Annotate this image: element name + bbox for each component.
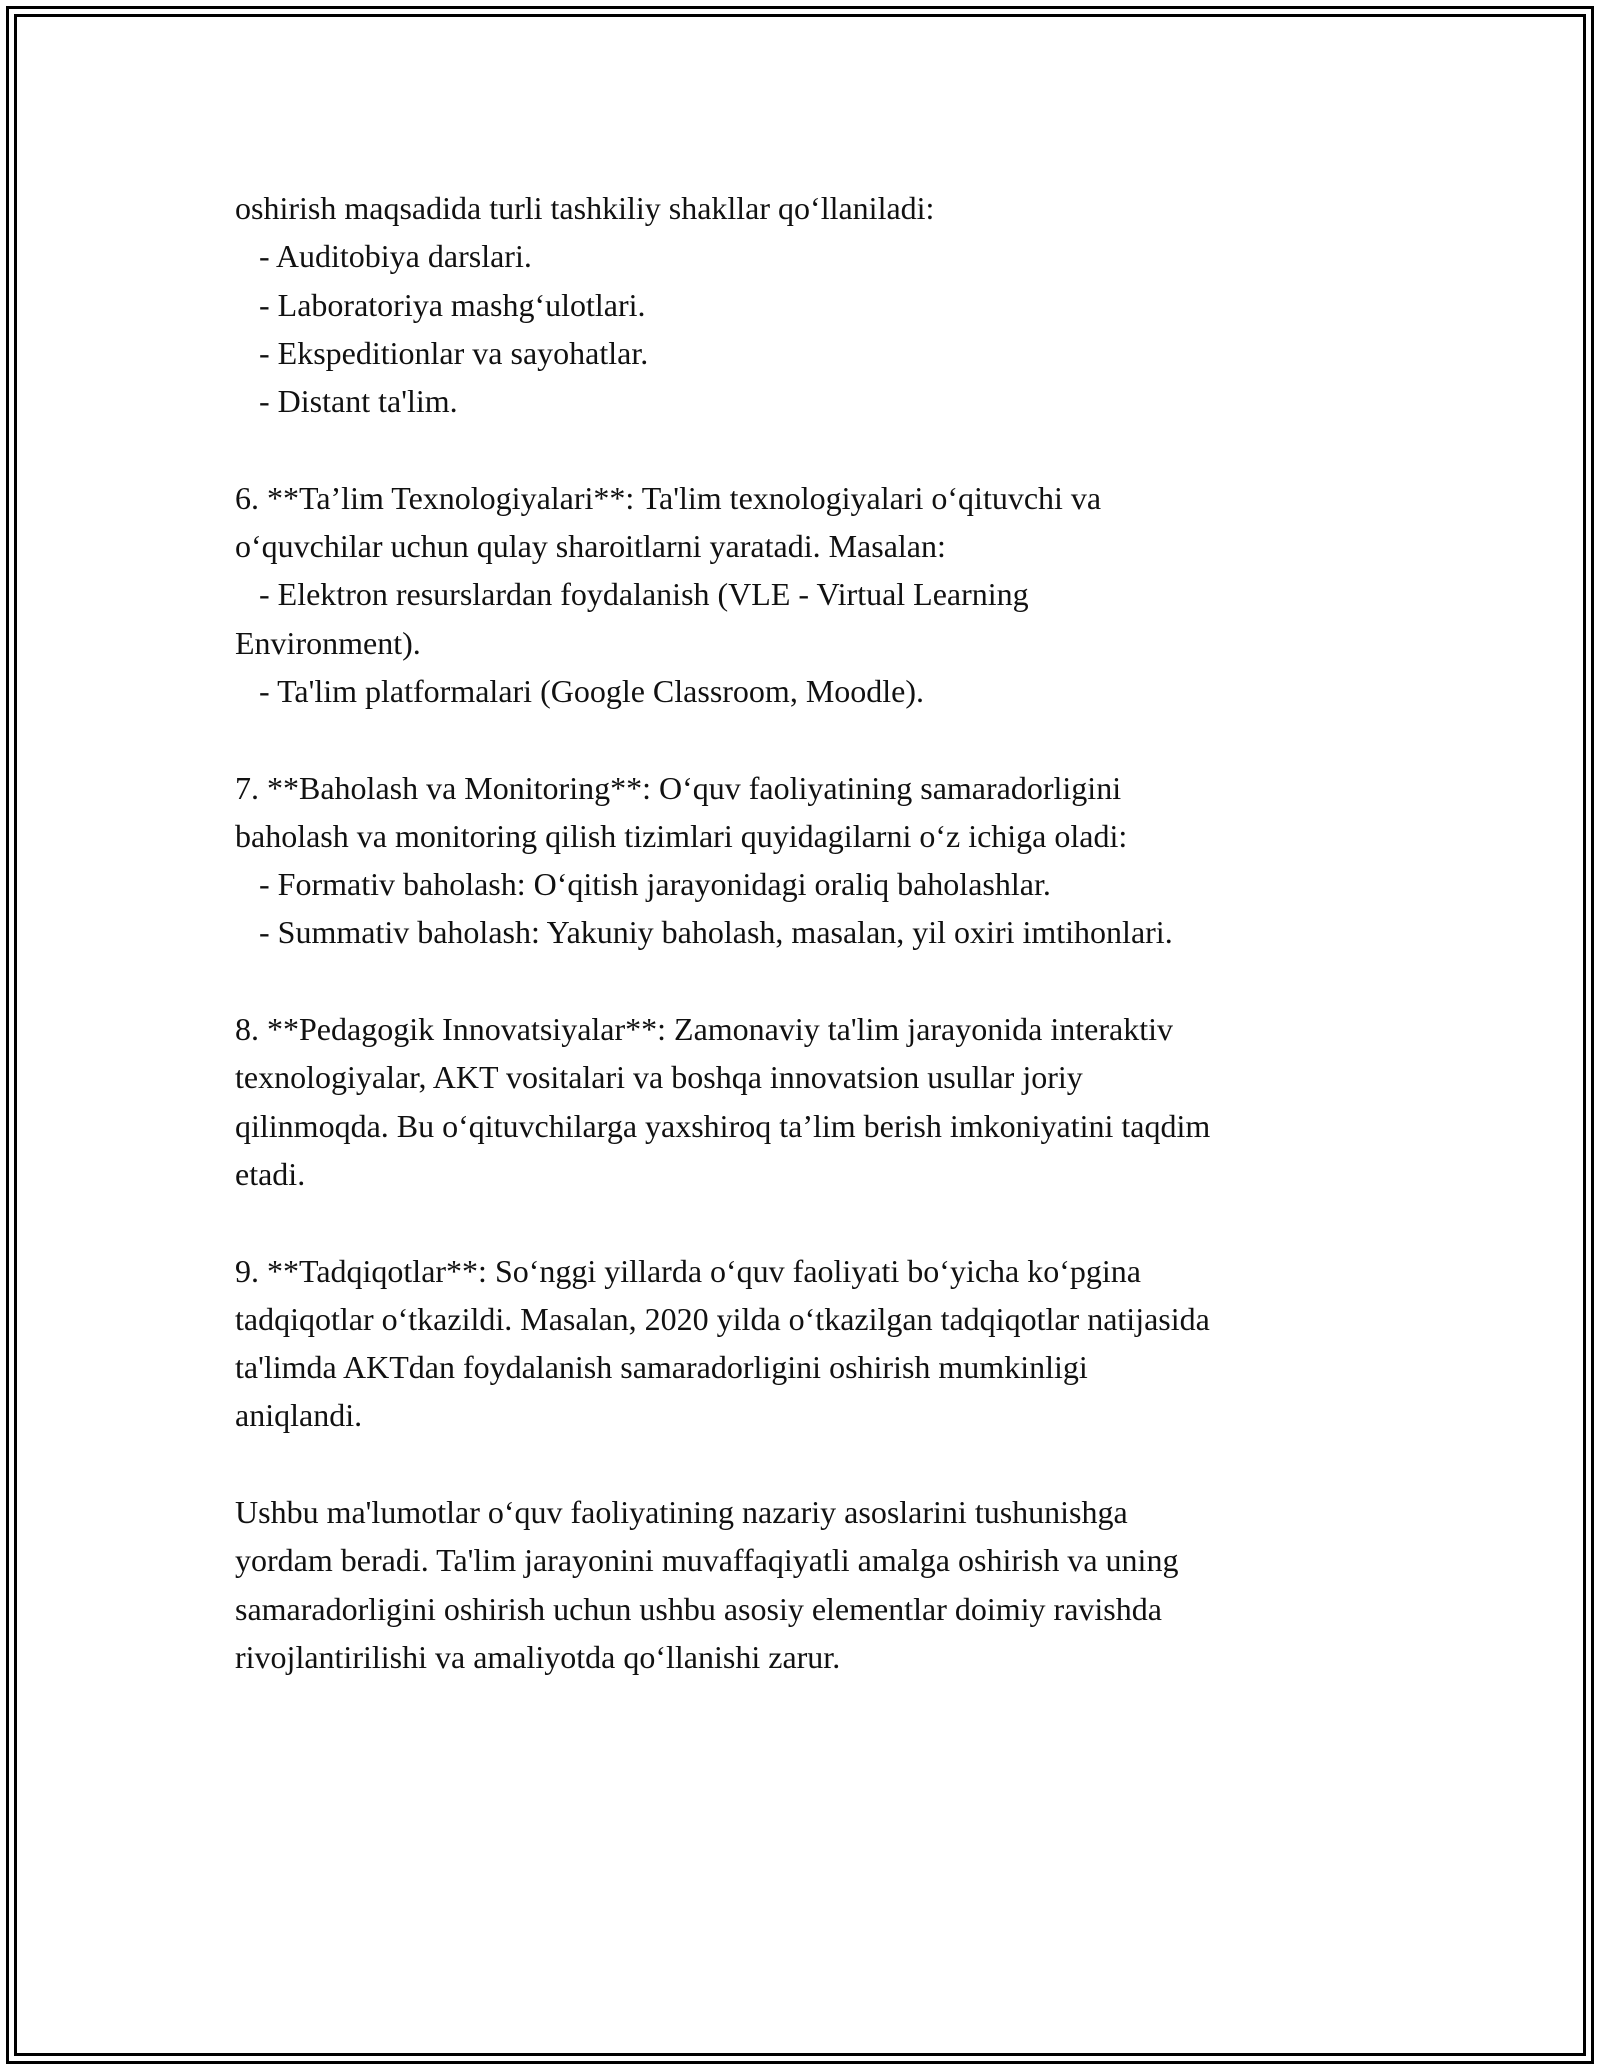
paragraph-organizational-forms [235,184,1375,425]
text-line: ta'limda AKTdan foydalanish samaradorligini oshirish mumkinligi [235,1349,1088,1386]
list-item: - Summativ baholash: Yakuniy baholash, masalan, yil oxiri imtihonlari. [235,914,1173,951]
paragraph-technologies [235,474,1375,715]
text-line: Ushbu ma'lumotlar o‘quv faoliyatining nazariy asoslarini tushunishga [235,1494,1128,1531]
paragraph-conclusion [235,1488,1375,1681]
paragraph-gap [235,425,1375,473]
text-line: 9. **Tadqiqotlar**: So‘nggi yillarda o‘quv faoliyati bo‘yicha ko‘pgina [235,1252,1141,1289]
text-line: samaradorligini oshirish uchun ushbu asosiy elementlar doimiy ravishda [235,1590,1162,1627]
text-line: tadqiqotlar o‘tkazildi. Masalan, 2020 yilda o‘tkazilgan tadqiqotlar natijasida [235,1300,1210,1337]
paragraph-research [235,1247,1375,1440]
text-line: qilinmoqda. Bu o‘qituvchilarga yaxshiroq ta’lim berish imkoniyatini taqdim [235,1107,1211,1144]
text-line: 8. **Pedagogik Innovatsiyalar**: Zamonaviy ta'lim jarayonida interaktiv [235,1011,1173,1048]
text-line: baholash va monitoring qilish tizimlari quyidagilarni o‘z ichiga oladi: [235,817,1128,854]
text-line: oshirish maqsadida turli tashkiliy shakllar qo‘llaniladi: [235,190,935,226]
paragraph-gap [235,1198,1375,1246]
text-line: etadi. [235,1155,306,1192]
text-line: rivojlantirilishi va amaliyotda qo‘llanishi zarur. [235,1638,841,1675]
text-line: 6. **Ta’lim Texnologiyalari**: Ta'lim texnologiyalari o‘qituvchi va [235,479,1102,516]
document-body [235,184,1375,1681]
list-item: - Elektron resurslardan foydalanish (VLE - Virtual Learning [235,576,1029,613]
text-line: yordam beradi. Ta'lim jarayonini muvaffaqiyatli amalga oshirish va uning [235,1542,1179,1579]
paragraph-assessment [235,764,1375,957]
list-item: - Distant ta'lim. [235,383,458,420]
text-line: o‘quvchilar uchun qulay sharoitlarni yaratadi. Masalan: [235,528,946,565]
list-item: - Auditobiya darslari. [235,238,532,275]
list-item: - Ta'lim platformalari (Google Classroom, Moodle). [235,672,925,709]
paragraph-gap [235,957,1375,1005]
text-line: 7. **Baholash va Monitoring**: O‘quv faoliyatining samaradorligini [235,769,1122,806]
list-item: - Formativ baholash: O‘qitish jarayonidagi oraliq baholashlar. [235,866,1051,903]
paragraph-innovations [235,1005,1375,1198]
text-line: Environment). [235,624,421,661]
paragraph-gap [235,715,1375,763]
list-item: - Ekspeditionlar va sayohatlar. [235,334,649,371]
text-line: aniqlandi. [235,1397,363,1434]
paragraph-gap [235,1440,1375,1488]
list-item: - Laboratoriya mashg‘ulotlari. [235,286,646,323]
text-line: texnologiyalar, AKT vositalari va boshqa innovatsion usullar joriy [235,1059,1083,1096]
